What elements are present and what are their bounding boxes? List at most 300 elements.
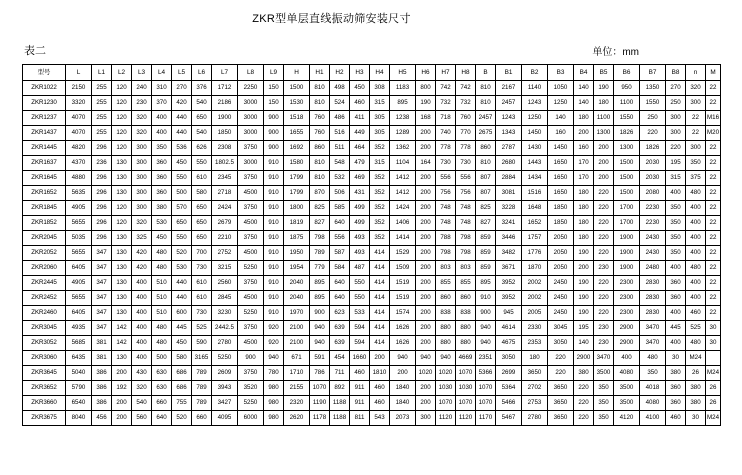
- data-cell: 480: [152, 336, 172, 351]
- data-cell: 2030: [640, 156, 666, 171]
- data-cell: 360: [666, 381, 686, 396]
- data-cell: 200: [594, 141, 614, 156]
- data-cell: 585: [330, 201, 350, 216]
- data-cell: 623: [330, 306, 350, 321]
- data-cell: 1120: [436, 411, 456, 426]
- data-cell: 3427: [212, 396, 238, 411]
- data-cell: 2450: [548, 306, 574, 321]
- data-cell: 1100: [594, 111, 614, 126]
- data-cell: 200: [416, 231, 436, 246]
- data-cell: 142: [112, 321, 132, 336]
- data-cell: 3750: [238, 231, 264, 246]
- model-cell: ZKR2460: [23, 306, 66, 321]
- data-cell: 180: [594, 96, 614, 111]
- data-cell: 325: [132, 231, 152, 246]
- table-row: [23, 126, 742, 141]
- data-cell: 910: [264, 246, 284, 261]
- data-cell: 486: [330, 111, 350, 126]
- model-cell: ZKR1445: [23, 141, 66, 156]
- data-cell: 350: [666, 246, 686, 261]
- data-cell: 2718: [212, 186, 238, 201]
- data-cell: 255: [92, 126, 112, 141]
- data-cell: 480: [152, 246, 172, 261]
- data-cell: 650: [172, 216, 192, 231]
- data-cell: 686: [172, 381, 192, 396]
- data-cell: 5467: [496, 411, 522, 426]
- data-cell: 779: [310, 261, 330, 276]
- data-cell: 400: [686, 291, 706, 306]
- data-cell: 130: [112, 171, 132, 186]
- data-cell: 1450: [522, 126, 548, 141]
- data-cell: 5035: [66, 231, 92, 246]
- data-cell: 350: [640, 366, 666, 381]
- data-cell: 2675: [476, 126, 496, 141]
- data-cell: 1070: [310, 381, 330, 396]
- column-header: L6: [192, 65, 212, 81]
- data-cell: 220: [640, 126, 666, 141]
- data-cell: 2430: [640, 231, 666, 246]
- model-cell: ZKR3660: [23, 396, 66, 411]
- data-cell: 895: [476, 276, 496, 291]
- data-cell: 911: [350, 396, 370, 411]
- data-cell: 480: [152, 321, 172, 336]
- data-cell: 1574: [390, 306, 416, 321]
- data-cell: 1120: [456, 411, 476, 426]
- data-cell: 414: [370, 246, 390, 261]
- data-cell: 900: [264, 141, 284, 156]
- data-cell: 950: [614, 81, 640, 96]
- data-cell: 180: [574, 216, 594, 231]
- column-header: H1: [310, 65, 330, 81]
- data-cell: M16: [706, 111, 721, 126]
- data-cell: 200: [416, 216, 436, 231]
- data-cell: 2030: [640, 171, 666, 186]
- table-row: [23, 96, 742, 111]
- data-cell: 352: [370, 171, 390, 186]
- data-cell: 1020: [416, 366, 436, 381]
- data-cell: 350: [152, 141, 172, 156]
- data-cell: 22: [706, 231, 721, 246]
- data-cell: 640: [330, 276, 350, 291]
- data-cell: 4070: [66, 111, 92, 126]
- data-cell: 315: [370, 96, 390, 111]
- data-cell: 1500: [614, 156, 640, 171]
- data-cell: 400: [132, 306, 152, 321]
- data-cell: 860: [456, 291, 476, 306]
- data-cell: 587: [330, 246, 350, 261]
- data-cell: 5250: [238, 261, 264, 276]
- data-cell: 660: [192, 411, 212, 426]
- data-cell: 370: [152, 96, 172, 111]
- data-cell: 1900: [212, 111, 238, 126]
- data-cell: 1840: [390, 396, 416, 411]
- column-header: H7: [436, 65, 456, 81]
- data-cell: 200: [416, 171, 436, 186]
- data-cell: 5364: [496, 381, 522, 396]
- data-cell: 6435: [66, 351, 92, 366]
- spec-table: [22, 64, 742, 426]
- data-cell: 4935: [66, 321, 92, 336]
- data-cell: M20: [706, 126, 721, 141]
- data-cell: 400: [686, 276, 706, 291]
- model-cell: ZKR3052: [23, 336, 66, 351]
- data-cell: 440: [172, 126, 192, 141]
- data-cell: 1238: [390, 111, 416, 126]
- data-cell: 4880: [66, 171, 92, 186]
- column-header: B: [476, 65, 496, 81]
- data-cell: 1870: [522, 261, 548, 276]
- data-cell: 1343: [496, 126, 522, 141]
- data-cell: 386: [92, 366, 112, 381]
- data-cell: 300: [132, 141, 152, 156]
- data-cell: 2210: [212, 231, 238, 246]
- data-cell: 536: [172, 141, 192, 156]
- data-cell: 347: [92, 276, 112, 291]
- data-cell: 2050: [548, 246, 574, 261]
- data-cell: 400: [132, 276, 152, 291]
- data-cell: 5250: [238, 396, 264, 411]
- table-row: [23, 216, 742, 231]
- data-cell: 200: [416, 201, 436, 216]
- data-cell: 900: [310, 306, 330, 321]
- data-cell: 3750: [238, 276, 264, 291]
- column-header: B2: [522, 65, 548, 81]
- column-header: M: [706, 65, 721, 81]
- data-cell: 900: [264, 111, 284, 126]
- data-cell: 910: [264, 276, 284, 291]
- data-cell: 190: [594, 81, 614, 96]
- model-cell: ZKR2052: [23, 246, 66, 261]
- model-cell: ZKR1230: [23, 96, 66, 111]
- data-cell: 26: [706, 381, 721, 396]
- data-cell: 550: [172, 171, 192, 186]
- data-cell: 5040: [66, 366, 92, 381]
- data-cell: 530: [172, 261, 192, 276]
- data-cell: 3000: [238, 96, 264, 111]
- data-cell: 411: [350, 111, 370, 126]
- data-cell: 250: [640, 111, 666, 126]
- data-cell: 168: [416, 111, 436, 126]
- data-cell: 855: [436, 276, 456, 291]
- data-cell: 360: [152, 186, 172, 201]
- data-cell: 610: [192, 276, 212, 291]
- data-cell: 190: [574, 276, 594, 291]
- data-cell: 945: [496, 306, 522, 321]
- table-row: [23, 171, 742, 186]
- data-cell: 911: [350, 381, 370, 396]
- column-header: B1: [496, 65, 522, 81]
- data-cell: 2457: [476, 111, 496, 126]
- data-cell: 450: [152, 231, 172, 246]
- data-cell: 200: [416, 186, 436, 201]
- table-row: [23, 321, 742, 336]
- data-cell: 220: [574, 396, 594, 411]
- model-cell: ZKR3045: [23, 321, 66, 336]
- data-cell: 308: [370, 81, 390, 96]
- data-cell: 2351: [476, 351, 496, 366]
- data-cell: 1500: [614, 171, 640, 186]
- data-cell: 296: [92, 171, 112, 186]
- data-cell: 200: [370, 351, 390, 366]
- page-title: ZKR型单层直线振动筛安装尺寸: [252, 13, 411, 25]
- table-row: [23, 156, 742, 171]
- data-cell: 2900: [574, 351, 594, 366]
- data-cell: 5466: [496, 396, 522, 411]
- data-cell: 510: [152, 306, 172, 321]
- data-cell: 730: [436, 156, 456, 171]
- data-cell: 3650: [522, 366, 548, 381]
- data-cell: 550: [172, 231, 192, 246]
- table-row: [23, 381, 742, 396]
- data-cell: 3000: [238, 126, 264, 141]
- data-cell: 381: [92, 351, 112, 366]
- data-cell: 4669: [456, 351, 476, 366]
- data-cell: 22: [686, 111, 706, 126]
- data-cell: 626: [192, 141, 212, 156]
- data-cell: 1070: [456, 366, 476, 381]
- data-cell: 380: [152, 201, 172, 216]
- data-cell: 120: [112, 126, 132, 141]
- data-cell: 910: [264, 306, 284, 321]
- data-cell: 650: [192, 111, 212, 126]
- table-row: [23, 186, 742, 201]
- data-cell: 3230: [212, 306, 238, 321]
- data-cell: 190: [574, 306, 594, 321]
- data-cell: 786: [310, 366, 330, 381]
- table-row: [23, 291, 742, 306]
- data-cell: 550: [350, 291, 370, 306]
- data-cell: 650: [192, 201, 212, 216]
- data-cell: 1950: [284, 246, 310, 261]
- data-cell: 910: [264, 186, 284, 201]
- data-cell: 320: [132, 111, 152, 126]
- data-cell: 838: [436, 306, 456, 321]
- data-cell: 630: [152, 381, 172, 396]
- data-cell: 1652: [522, 216, 548, 231]
- data-cell: 270: [172, 81, 192, 96]
- data-cell: 460: [686, 306, 706, 321]
- data-cell: 3045: [548, 321, 574, 336]
- data-cell: 130: [112, 231, 132, 246]
- data-cell: 200: [416, 261, 436, 276]
- data-cell: 180: [574, 231, 594, 246]
- data-cell: 180: [574, 186, 594, 201]
- data-cell: 2345: [212, 171, 238, 186]
- data-cell: 920: [264, 321, 284, 336]
- data-cell: 30: [706, 321, 721, 336]
- data-cell: 2300: [614, 291, 640, 306]
- data-cell: 2167: [496, 81, 522, 96]
- data-cell: 130: [112, 261, 132, 276]
- data-cell: 1500: [284, 81, 310, 96]
- data-cell: 220: [548, 351, 574, 366]
- data-cell: 400: [132, 291, 152, 306]
- data-cell: 6405: [66, 306, 92, 321]
- data-cell: 5655: [66, 291, 92, 306]
- data-cell: 940: [416, 351, 436, 366]
- data-cell: 740: [436, 126, 456, 141]
- data-cell: 591: [310, 351, 330, 366]
- data-cell: 445: [666, 321, 686, 336]
- column-header: L1: [92, 65, 112, 81]
- data-cell: 789: [192, 396, 212, 411]
- data-cell: 4500: [238, 186, 264, 201]
- data-cell: 30: [686, 411, 706, 426]
- data-cell: 556: [330, 231, 350, 246]
- data-cell: 748: [436, 216, 456, 231]
- data-cell: 980: [264, 411, 284, 426]
- data-cell: 530: [152, 216, 172, 231]
- data-cell: 400: [686, 246, 706, 261]
- column-header: B4: [574, 65, 594, 81]
- data-cell: 200: [416, 396, 436, 411]
- data-cell: 1954: [284, 261, 310, 276]
- data-cell: 2073: [390, 411, 416, 426]
- data-cell: 360: [666, 396, 686, 411]
- data-cell: 810: [310, 171, 330, 186]
- data-cell: 1970: [284, 306, 310, 321]
- data-cell: 2780: [212, 336, 238, 351]
- data-cell: 22: [706, 171, 721, 186]
- data-cell: 4905: [66, 201, 92, 216]
- data-cell: 400: [132, 321, 152, 336]
- data-cell: 414: [370, 276, 390, 291]
- data-cell: 742: [436, 81, 456, 96]
- data-cell: 860: [310, 141, 330, 156]
- data-cell: 479: [350, 156, 370, 171]
- data-cell: 320: [132, 126, 152, 141]
- data-cell: 827: [310, 216, 330, 231]
- data-cell: 22: [706, 201, 721, 216]
- table-label: 表二: [24, 45, 46, 57]
- data-cell: 825: [476, 201, 496, 216]
- data-cell: 170: [574, 156, 594, 171]
- data-cell: 352: [370, 141, 390, 156]
- data-cell: 838: [456, 306, 476, 321]
- table-row: [23, 411, 742, 426]
- data-cell: 1070: [476, 396, 496, 411]
- data-cell: 22: [706, 141, 721, 156]
- data-cell: 1700: [614, 216, 640, 231]
- data-cell: 142: [112, 336, 132, 351]
- data-cell: 610: [192, 171, 212, 186]
- column-header: H: [284, 65, 310, 81]
- data-cell: 570: [172, 201, 192, 216]
- data-cell: 2457: [496, 96, 522, 111]
- data-cell: 449: [350, 126, 370, 141]
- data-cell: 450: [172, 336, 192, 351]
- data-cell: 190: [574, 246, 594, 261]
- data-cell: 22: [706, 81, 721, 96]
- data-cell: 910: [264, 291, 284, 306]
- data-cell: 2830: [640, 276, 666, 291]
- data-cell: 450: [350, 81, 370, 96]
- data-cell: 220: [594, 306, 614, 321]
- data-cell: 1519: [390, 276, 416, 291]
- data-cell: 540: [132, 396, 152, 411]
- data-cell: 807: [476, 186, 496, 201]
- data-cell: 1660: [350, 351, 370, 366]
- data-cell: 200: [112, 411, 132, 426]
- data-cell: 400: [666, 186, 686, 201]
- data-cell: 1362: [390, 141, 416, 156]
- data-cell: 22: [706, 246, 721, 261]
- data-cell: 400: [686, 216, 706, 231]
- data-cell: 140: [574, 81, 594, 96]
- data-cell: M24: [706, 411, 721, 426]
- data-cell: 400: [666, 336, 686, 351]
- data-cell: 164: [416, 156, 436, 171]
- data-cell: 760: [456, 111, 476, 126]
- data-cell: 480: [152, 261, 172, 276]
- data-cell: 431: [350, 186, 370, 201]
- data-cell: 810: [310, 156, 330, 171]
- data-cell: 1648: [522, 201, 548, 216]
- data-cell: 1819: [284, 216, 310, 231]
- data-cell: 671: [284, 351, 310, 366]
- data-cell: 220: [594, 186, 614, 201]
- data-cell: 2308: [212, 141, 238, 156]
- data-cell: 1650: [548, 171, 574, 186]
- data-cell: 3050: [548, 336, 574, 351]
- data-cell: 910: [264, 156, 284, 171]
- data-cell: 5655: [66, 246, 92, 261]
- column-header: H4: [370, 65, 390, 81]
- data-cell: 200: [574, 261, 594, 276]
- data-cell: 130: [112, 306, 132, 321]
- data-cell: 525: [192, 321, 212, 336]
- data-cell: 584: [330, 261, 350, 276]
- data-cell: 300: [132, 171, 152, 186]
- table-row: [23, 231, 742, 246]
- data-cell: 610: [192, 291, 212, 306]
- data-cell: 639: [330, 336, 350, 351]
- data-cell: 3000: [238, 156, 264, 171]
- data-cell: 732: [436, 96, 456, 111]
- data-cell: 543: [370, 411, 390, 426]
- data-cell: 1757: [522, 231, 548, 246]
- data-cell: 2780: [522, 411, 548, 426]
- data-cell: 493: [350, 231, 370, 246]
- data-cell: 480: [640, 351, 666, 366]
- data-cell: 870: [310, 186, 330, 201]
- data-cell: 400: [686, 231, 706, 246]
- column-header: B5: [594, 65, 614, 81]
- data-cell: 400: [686, 201, 706, 216]
- data-cell: 1300: [614, 141, 640, 156]
- data-cell: 1243: [522, 96, 548, 111]
- data-cell: 827: [476, 216, 496, 231]
- data-cell: 200: [390, 366, 416, 381]
- data-cell: 760: [310, 111, 330, 126]
- data-cell: 1509: [390, 261, 416, 276]
- data-cell: 742: [456, 81, 476, 96]
- model-cell: ZKR1637: [23, 156, 66, 171]
- data-cell: 1826: [614, 126, 640, 141]
- data-cell: 3081: [496, 186, 522, 201]
- data-cell: 195: [574, 321, 594, 336]
- data-cell: 1700: [614, 201, 640, 216]
- data-cell: 1850: [548, 216, 574, 231]
- data-cell: 230: [594, 321, 614, 336]
- data-cell: 506: [330, 186, 350, 201]
- data-cell: 860: [436, 291, 456, 306]
- data-cell: 493: [350, 246, 370, 261]
- table-head: [23, 65, 742, 81]
- data-cell: 220: [574, 381, 594, 396]
- data-cell: 780: [264, 366, 284, 381]
- data-cell: 4614: [496, 321, 522, 336]
